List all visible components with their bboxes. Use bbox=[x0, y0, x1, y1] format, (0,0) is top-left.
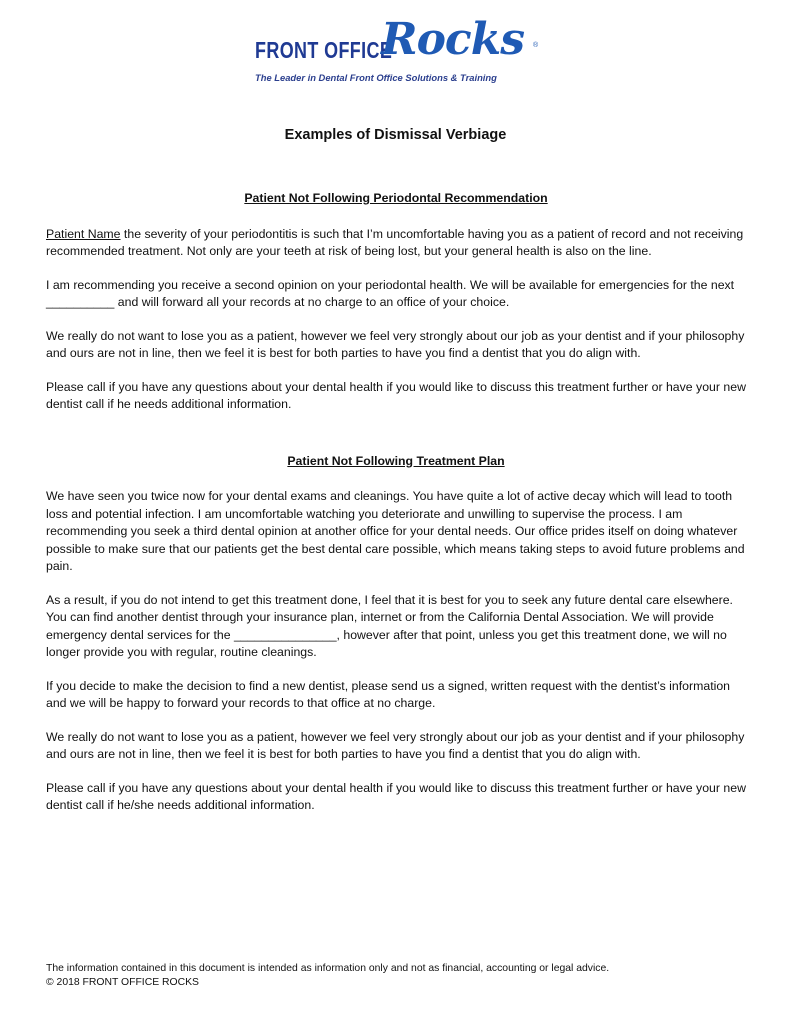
paragraph: We really do not want to lose you as a patient, however we feel very strongly about our job as your dentist and if your philosophy and ours are not in line, then we feel it is best for both parties to have you find a dentist that you do align with. bbox=[46, 328, 745, 360]
paragraph-text: the severity of your periodontitis is such that I’m uncomfortable having you as a patient of record and not receiving recommended treatment. Not only are your teeth at risk of being lost, but your general health is also on the line. bbox=[46, 226, 744, 258]
section-heading-periodontal: Patient Not Following Periodontal Recommendation bbox=[244, 191, 548, 205]
front-office-rocks-logo bbox=[255, 14, 545, 88]
paragraph: Please call if you have any questions about your dental health if you would like to discuss this treatment further or have your new dentist call if he needs additional information. bbox=[46, 379, 746, 411]
logo-rocks-text: Rocks bbox=[381, 14, 524, 65]
paragraph: Please call if you have any questions about your dental health if you would like to discuss this treatment further or have your new dentist call if he/she needs additional information. bbox=[46, 780, 746, 812]
paragraph bbox=[46, 226, 746, 261]
paragraph: If you decide to make the decision to find a new dentist, please send us a signed, written request with the dentist’s information and we will be happy to forward your records to that office at no charge. bbox=[46, 678, 731, 710]
paragraph: As a result, if you do not intend to get this treatment done, I feel that it is best for you to seek any future dental care elsewhere. You can find another dentist through your insurance plan, internet or from the California Dental Association. We will provide emergency dental services for the _______________, however after that point, unless you get this treatment done, we will no longer provide you with regular, routine cleanings. bbox=[46, 592, 733, 659]
footer-copyright: © 2018 FRONT OFFICE ROCKS bbox=[46, 977, 199, 988]
paragraph: We really do not want to lose you as a patient, however we feel very strongly about our job as your dentist and if your philosophy and ours are not in line, then we feel it is best for both parties to have you find a dentist that you do align with. bbox=[46, 729, 745, 761]
paragraph: We have seen you twice now for your dental exams and cleanings. You have quite a lot of active decay which will lead to tooth loss and potential infection. I am uncomfortable watching you deteriorate and unwilling to supervise the process. I am recommending you seek a third dental opinion at another office for your dental needs. Our office prides itself on doing whatever possible to make sure that our patients get the best dental care possible, which means taking steps to avoid future problems and pain. bbox=[46, 489, 745, 573]
paragraph: I am recommending you receive a second opinion on your periodontal health. We will be available for emergencies for the next __________ and will forward all your records at no charge to an office of your choice. bbox=[46, 277, 735, 309]
document-body bbox=[46, 190, 746, 831]
section-heading-treatment-plan: Patient Not Following Treatment Plan bbox=[287, 453, 505, 468]
document-title: Examples of Dismissal Verbiage bbox=[284, 127, 507, 143]
logo-tagline: The Leader in Dental Front Office Solutions & Training bbox=[255, 72, 497, 83]
logo-registered-mark: ® bbox=[533, 42, 539, 49]
logo-front-office-text: FRONT OFFICE bbox=[255, 37, 393, 63]
section-gap bbox=[46, 430, 746, 453]
footer-disclaimer: The information contained in this document is intended as information only and not as financial, accounting or legal advice. bbox=[46, 963, 610, 974]
patient-name-placeholder: Patient Name bbox=[46, 226, 121, 241]
footer bbox=[46, 962, 746, 990]
